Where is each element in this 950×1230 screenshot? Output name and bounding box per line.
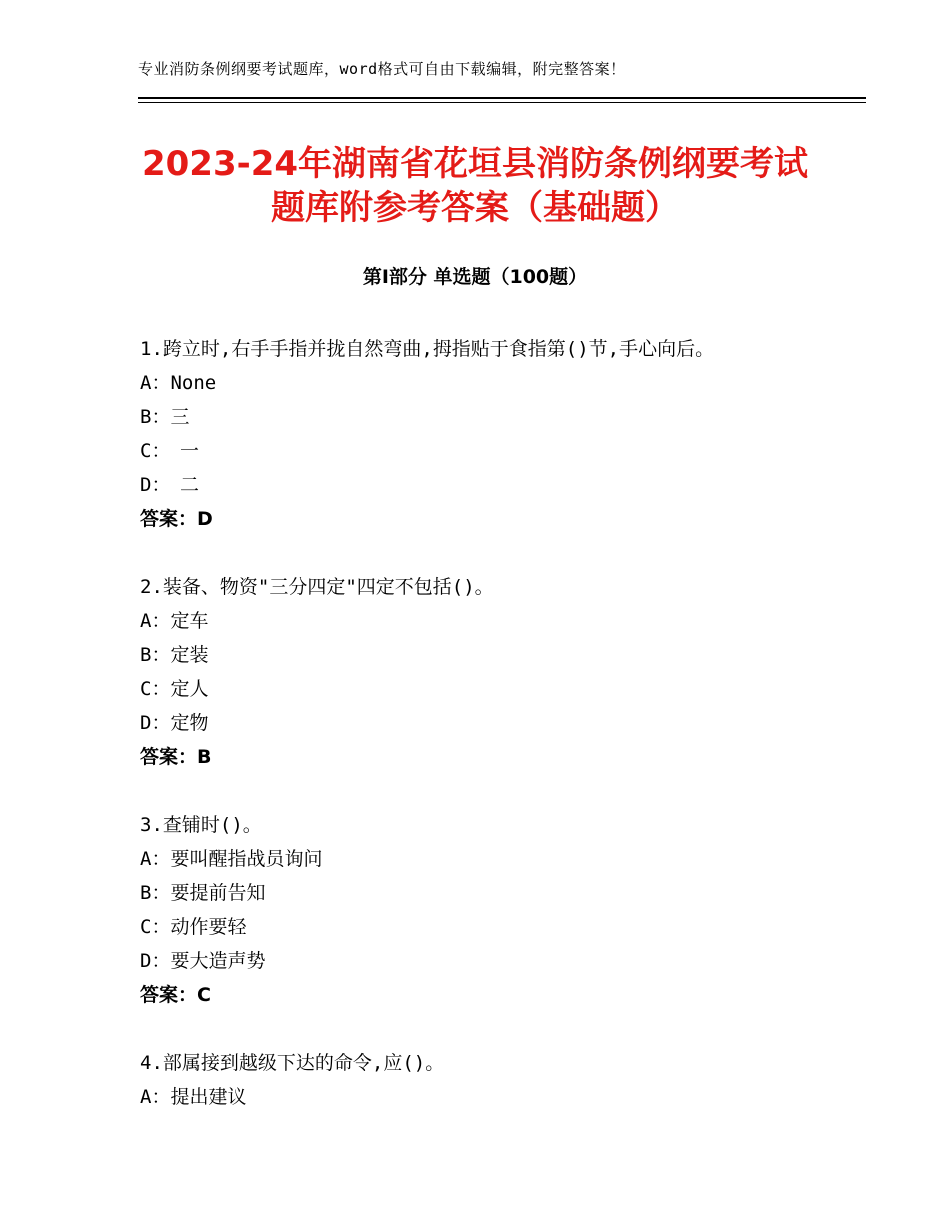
question-list — [140, 332, 870, 1148]
document-title — [90, 142, 860, 230]
answer-line: 答案：D — [140, 508, 213, 530]
option-c: C：动作要轻 — [140, 916, 247, 938]
option-a: A：定车 — [140, 610, 209, 632]
document-title-line-1: 2023-24年湖南省花垣县消防条例纲要考试 — [141, 144, 809, 184]
option-c: C： 一 — [140, 440, 199, 462]
option-a: A：要叫醒指战员询问 — [140, 848, 323, 870]
answer-line: 答案：B — [140, 746, 212, 768]
question-stem: 4.部属接到越级下达的命令,应()。 — [140, 1052, 445, 1074]
option-c: C：定人 — [140, 678, 209, 700]
option-d: D：定物 — [140, 712, 209, 734]
question-item — [140, 570, 870, 774]
question-item — [140, 332, 870, 536]
question-stem: 3.查铺时()。 — [140, 814, 262, 836]
document-title-line-2: 题库附参考答案（基础题） — [271, 188, 679, 228]
question-item — [140, 1046, 870, 1114]
option-b: B：要提前告知 — [140, 882, 266, 904]
header-divider-thin — [138, 102, 866, 103]
option-b: B：定装 — [140, 644, 209, 666]
question-item — [140, 808, 870, 1012]
option-d: D： 二 — [140, 474, 199, 496]
answer-line: 答案：C — [140, 984, 211, 1006]
question-stem: 1.跨立时,右手手指并拢自然弯曲,拇指贴于食指第()节,手心向后。 — [140, 338, 715, 360]
option-a: A：None — [140, 372, 217, 394]
option-d: D：要大造声势 — [140, 950, 266, 972]
question-stem: 2.装备、物资"三分四定"四定不包括()。 — [140, 576, 494, 598]
header-note: 专业消防条例纲要考试题库，word格式可自由下载编辑，附完整答案！ — [138, 60, 626, 78]
option-b: B：三 — [140, 406, 190, 428]
section-heading: 第Ⅰ部分 单选题（100题） — [362, 266, 588, 288]
header-divider-thick — [138, 97, 866, 99]
option-a: A：提出建议 — [140, 1086, 247, 1108]
